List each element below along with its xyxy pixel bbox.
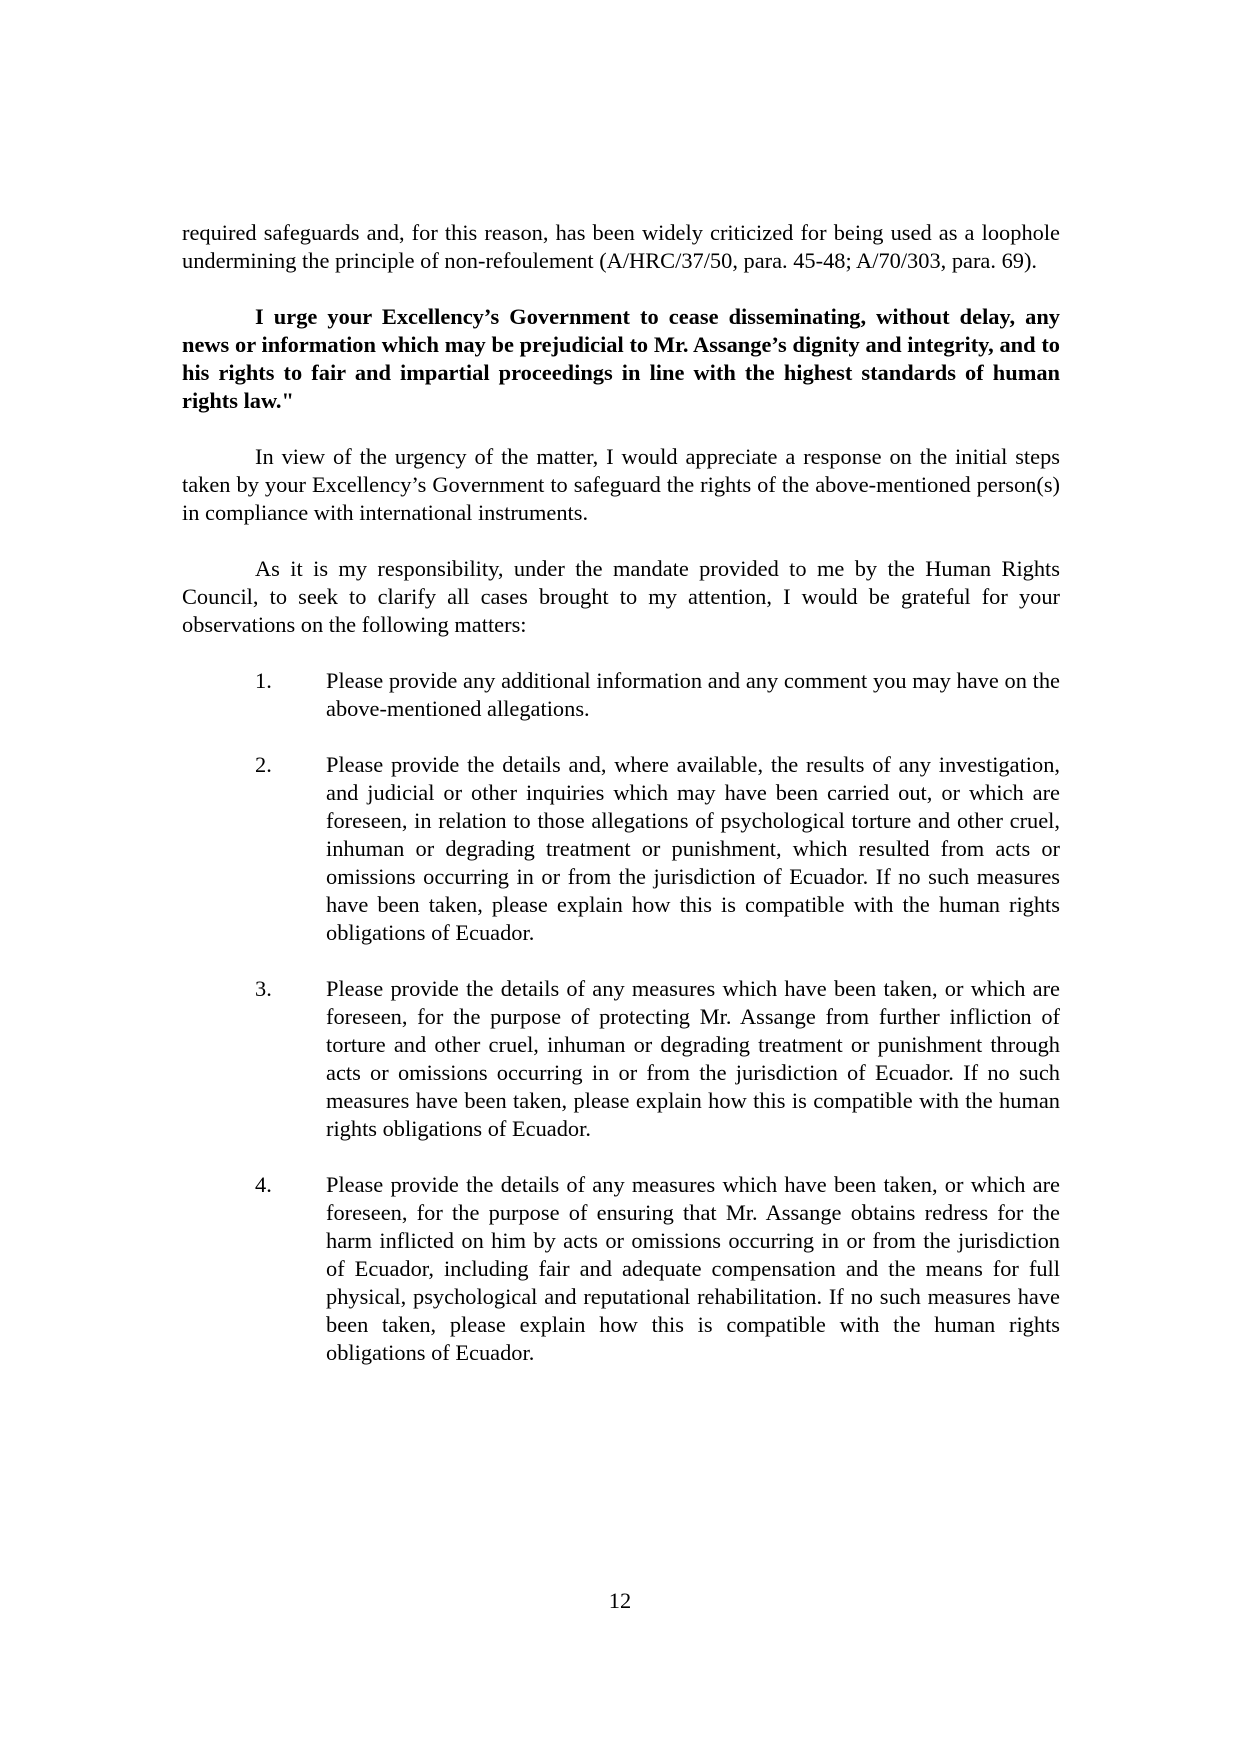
page-number: 12 bbox=[608, 1588, 632, 1613]
list-item bbox=[182, 667, 1060, 723]
list-item-text: Please provide any additional information and any comment you may have on the above-mentioned allegations. bbox=[326, 668, 1060, 721]
document-body bbox=[182, 219, 1060, 1367]
list-item-number: 4. bbox=[255, 1172, 272, 1197]
list-item-number: 2. bbox=[255, 752, 272, 777]
paragraph-gap bbox=[182, 415, 1060, 443]
paragraph-urgency: In view of the urgency of the matter, I would appreciate a response on the initial steps taken by your Excellency’s Government to safeguard the rights of the above-mentioned person(s) in compliance with international instruments. bbox=[182, 444, 1060, 525]
list-item-number: 1. bbox=[255, 668, 272, 693]
list-item bbox=[182, 751, 1060, 947]
paragraph-gap bbox=[182, 527, 1060, 555]
list-item bbox=[182, 1171, 1060, 1367]
list-item-text: Please provide the details and, where available, the results of any investigation, and judicial or other inquiries which may have been carried out, or which are foreseen, in relation to those allegations of psychological torture and other cruel, inhuman or degrading treatment or punishment, which resulted from acts or omissions occurring in or from the jurisdiction of Ecuador. If no such measures have been taken, please explain how this is compatible with the human rights obligations of Ecuador. bbox=[326, 752, 1060, 945]
paragraph-gap bbox=[182, 275, 1060, 303]
list-item-number: 3. bbox=[255, 976, 272, 1001]
list-item-text: Please provide the details of any measures which have been taken, or which are foreseen, for the purpose of protecting Mr. Assange from further infliction of torture and other cruel, inhuman or degrading treatment or punishment through acts or omissions occurring in or from the jurisdiction of Ecuador. If no such measures have been taken, please explain how this is compatible with the human rights obligations of Ecuador. bbox=[326, 976, 1060, 1141]
numbered-list bbox=[182, 667, 1060, 1367]
paragraph-safeguards: required safeguards and, for this reason, has been widely criticized for being used as a loophole undermining the principle of non-refoulement (A/HRC/37/50, para. 45-48; A/70/303, para. 69). bbox=[182, 220, 1060, 273]
list-item bbox=[182, 975, 1060, 1143]
paragraph-gap bbox=[182, 639, 1060, 667]
paragraph-urge-government: I urge your Excellency’s Government to cease disseminating, without delay, any news or information which may be prejudicial to Mr. Assange’s dignity and integrity, and to his rights to fair and impartial proceedings in line with the highest standards of human rights law." bbox=[182, 304, 1060, 413]
list-item-text: Please provide the details of any measures which have been taken, or which are foreseen, for the purpose of ensuring that Mr. Assange obtains redress for the harm inflicted on him by acts or omissions occurring in or from the jurisdiction of Ecuador, including fair and adequate compensation and the means for full physical, psychological and reputational rehabilitation. If no such measures have been taken, please explain how this is compatible with the human rights obligations of Ecuador. bbox=[326, 1172, 1060, 1365]
paragraph-responsibility: As it is my responsibility, under the mandate provided to me by the Human Rights Council, to seek to clarify all cases brought to my attention, I would be grateful for your observations on the following matters: bbox=[182, 556, 1060, 637]
